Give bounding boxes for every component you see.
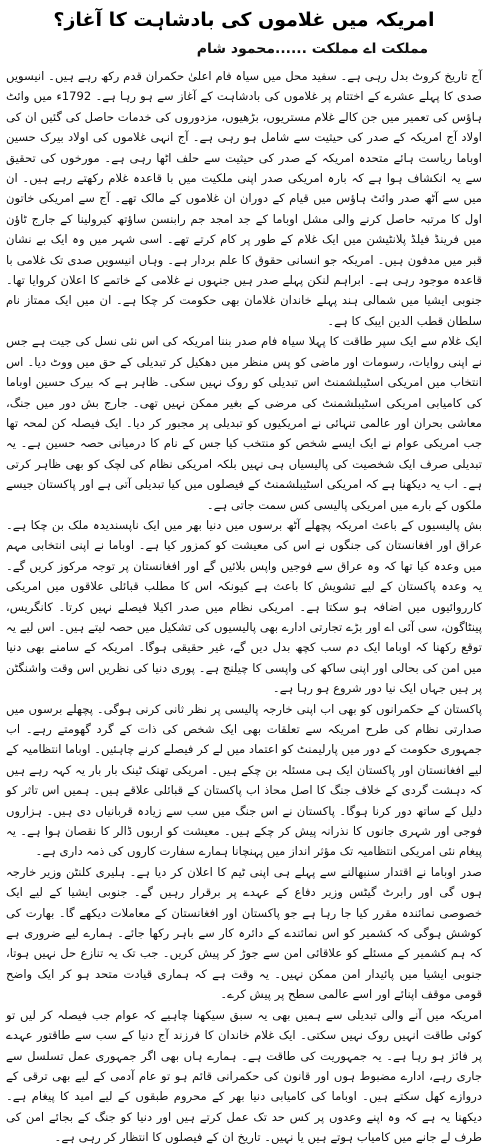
article-paragraph: پاکستان کے حکمرانوں کو بھی اب اپنی خارجہ پالیسی پر نظر ثانی کرنی ہوگی۔ پچھلے برسوں میں صدارتی نظام کی طرح امریکہ سے تعلقات بھی ایک شخص کی ذات کے گرد گھومتے رہے۔ اب جمہوری حکومت کے دور میں پارلیمنٹ کو اعتماد میں لے کر فیصلے کرنے چاہئیں۔ اوباما انتظامیہ کے لیے افغانستان اور پاکستان ایک ہی مسئلہ بن چکے ہیں۔ امریکی تھنک ٹینک بار بار یہ کہہ رہے ہیں کہ دہشت گردی کے خلاف جنگ کا اصل محاذ اب پاکستان کے قبائلی علاقے ہیں۔ ہمیں اس تاثر کو دلیل کے ساتھ دور کرنا ہوگا۔ پاکستان نے اس جنگ میں سب سے زیادہ قربانیاں دی ہیں۔ ہزاروں فوجی اور شہری جانوں کا نذرانہ پیش کر چکے ہیں۔ معیشت کو اربوں ڈالر کا نقصان ہوا ہے۔ یہ پیغام نئی امریکی انتظامیہ تک مؤثر انداز میں پہنچانا ہمارے سفارت کاروں کی ذمہ داری ہے۔ xyxy=(6,701,482,859)
column-byline: مملکت اے مملکت ......محمود شام xyxy=(196,41,428,57)
article-headline: امریکہ میں غلاموں کی بادشاہت کا آغاز؟ xyxy=(53,9,435,31)
article-paragraph: ایک غلام سے ایک سپر طاقت کا پہلا سیاہ فام صدر بننا امریکہ کی اس نئی نسل کی جیت ہے جس نے اپنی روایات، رسومات اور ماضی کو پس منظر میں دھکیل کر تبدیلی کے حق میں ووٹ دیا۔ اس انتخاب میں امریکی اسٹیبلشمنٹ اس تبدیلی کو روک نہیں سکی۔ ظاہر ہے کہ بیرک حسین اوباما کی کامیابی امریکی اسٹیبلشمنٹ کی مرضی کے بغیر ممکن نہیں تھی۔ جارج بش دور میں جنگ، معاشی بحران اور عالمی تنہائی نے امریکیوں کو تبدیلی پر مجبور کر دیا۔ ایک فیصلہ کن لمحہ تھا جب امریکی عوام نے ایک ایسے شخص کو منتخب کیا جس کے نام کا درمیانی حصہ حسین ہے۔ یہ تبدیلی صرف ایک شخصیت کی پالیسیاں ہی نہیں بلکہ امریکی نظام کی لچک کو بھی ظاہر کرتی ہے۔ اب یہ دیکھنا ہے کہ امریکی اسٹیبلشمنٹ کے فیصلوں میں کیا تبدیلی آتی ہے اور پاکستان جیسے ملکوں کے بارے میں امریکی پالیسی کس سمت جاتی ہے۔ xyxy=(6,334,482,512)
article-body xyxy=(6,66,482,1145)
article-paragraph: امریکہ میں آنے والی تبدیلی سے ہمیں بھی یہ سبق سیکھنا چاہیے کہ عوام جب فیصلہ کر لیں تو کوئی طاقت انہیں روک نہیں سکتی۔ ایک غلام خاندان کا فرزند آج دنیا کے سب سے طاقتور عہدے پر فائز ہو رہا ہے۔ یہ جمہوریت کی طاقت ہے۔ ہمارے ہاں بھی اگر جمہوری عمل تسلسل سے جاری رہے، ادارے مضبوط ہوں اور قانون کی حکمرانی قائم ہو تو عام آدمی کے لیے بھی ترقی کے دروازے کھل سکتے ہیں۔ اوباما کی کامیابی دنیا بھر کے محروم طبقوں کے لیے امید کا پیغام ہے۔ دیکھنا یہ ہے کہ وہ اپنے وعدوں پر کس حد تک عمل کرتے ہیں اور دنیا کو جنگ کے بجائے امن کی طرف لے جانے میں کامیاب ہوتے ہیں یا نہیں۔ تاریخ ان کے فیصلوں کا انتظار کر رہی ہے۔ xyxy=(6,1007,482,1145)
article-paragraph: صدر اوباما نے اقتدار سنبھالنے سے پہلے ہی اپنی ٹیم کا اعلان کر دیا ہے۔ ہلیری کلنٹن وزیر خارجہ ہوں گی اور رابرٹ گیٹس وزیر دفاع کے عہدے پر برقرار رہیں گے۔ جنوبی ایشیا کے لیے ایک خصوصی نمائندہ مقرر کیا جا رہا ہے جو پاکستان اور افغانستان کے معاملات دیکھے گا۔ بھارت کی کوشش ہوگی کہ کشمیر کو اس نمائندے کے دائرہ کار سے باہر رکھا جائے۔ ہمارے لیے ضروری ہے کہ ہم کشمیر کے مسئلے کو علاقائی امن سے جوڑ کر پیش کریں۔ جب تک یہ تنازع حل نہیں ہوتا، جنوبی ایشیا میں پائیدار امن ممکن نہیں۔ یہ وقت ہے کہ ہماری قیادت متحد ہو کر ایک واضح قومی موقف اپنائے اور اسے عالمی سطح پر پیش کرے۔ xyxy=(6,864,482,1002)
article-paragraph: آج تاریخ کروٹ بدل رہی ہے۔ سفید محل میں سیاہ فام اعلیٰ حکمران قدم رکھ رہے ہیں۔ انیسویں صدی کا پہلے عشرے کے اختتام پر غلاموں کی بادشاہت کے آغاز سے ہو رہا ہے۔ 1792ء میں وائٹ ہاؤس کی تعمیر میں جن کالے غلام مستریوں، بڑھیوں، مزدوروں کی خدمات حاصل کی گئیں ان کی اولاد آج امریکہ کے صدر کی حیثیت سے شامل ہو رہی ہے۔ آج انہی غلاموں کی اولاد بیرک حسین اوباما ریاست ہائے متحدہ امریکہ کے صدر کی حیثیت سے حلف اٹھا رہی ہے۔ مورخوں کی تحقیق سے یہ انکشاف ہوا ہے کہ بارہ امریکی صدر اپنی ملکیت میں با قاعدہ غلام رکھتے رہے ہیں۔ ان میں سے آٹھ صدر وائٹ ہاؤس میں قیام کے دوران ان غلاموں کے مالک تھے۔ آج سے امریکی خاتون اول کا مرتبہ حاصل کرنے والی مشل اوباما کے جد امجد جم رابنسن ساؤتھ کیرولینا کے جارج ٹاؤن میں فرینڈ فیلڈ پلانٹیشن میں ایک غلام کے طور پر کام کرتے تھے۔ اسی شہر میں وہ ایک بے نشان قبر میں مدفون ہیں۔ امریکہ جو انسانی حقوق کا علم بردار ہے۔ وہاں انیسویں صدی تک غلامی با قاعدہ موجود رہی ہے۔ ابراہم لنکن پہلے صدر ہیں جنہوں نے غلامی کے خاتمے کا اعلان کروایا تھا۔ جنوبی ایشیا میں شمالی ہند پہلے خاندان غلامان بھی حکومت کر چکا ہے۔ ان میں ایک ممتاز نام سلطان قطب الدین ایبک کا ہے۔ xyxy=(6,69,482,328)
article-paragraph: بش پالیسیوں کے باعث امریکہ پچھلے آٹھ برسوں میں دنیا بھر میں ایک ناپسندیدہ ملک بن چکا ہے۔ عراق اور افغانستان کی جنگوں نے اس کی معیشت کو کمزور کیا ہے۔ اوباما نے اپنی انتخابی مہم میں وعدہ کیا تھا کہ وہ عراق سے فوجیں واپس بلائیں گے اور افغانستان پر توجہ مرکوز کریں گے۔ یہ وعدہ پاکستان کے لیے تشویش کا باعث ہے کیونکہ اس کا مطلب قبائلی علاقوں میں امریکی کارروائیوں میں اضافہ ہو سکتا ہے۔ امریکی نظام میں صدر اکیلا فیصلے نہیں کرتا۔ کانگریس، پینٹاگون، سی آئی اے اور بڑے تجارتی ادارے بھی پالیسیوں کی تشکیل میں حصہ لیتے ہیں۔ اس لیے یہ توقع رکھنا کہ اوباما ایک دم سب کچھ بدل دیں گے، غیر حقیقی ہوگا۔ امریکہ کے سامنے بھی دنیا میں امن کی بحالی اور اپنی ساکھ کی واپسی کا چیلنج ہے۔ پوری دنیا کی نظریں اس وقت واشنگٹن پر ہیں جہاں ایک نیا دور شروع ہو رہا ہے۔ xyxy=(6,517,482,696)
